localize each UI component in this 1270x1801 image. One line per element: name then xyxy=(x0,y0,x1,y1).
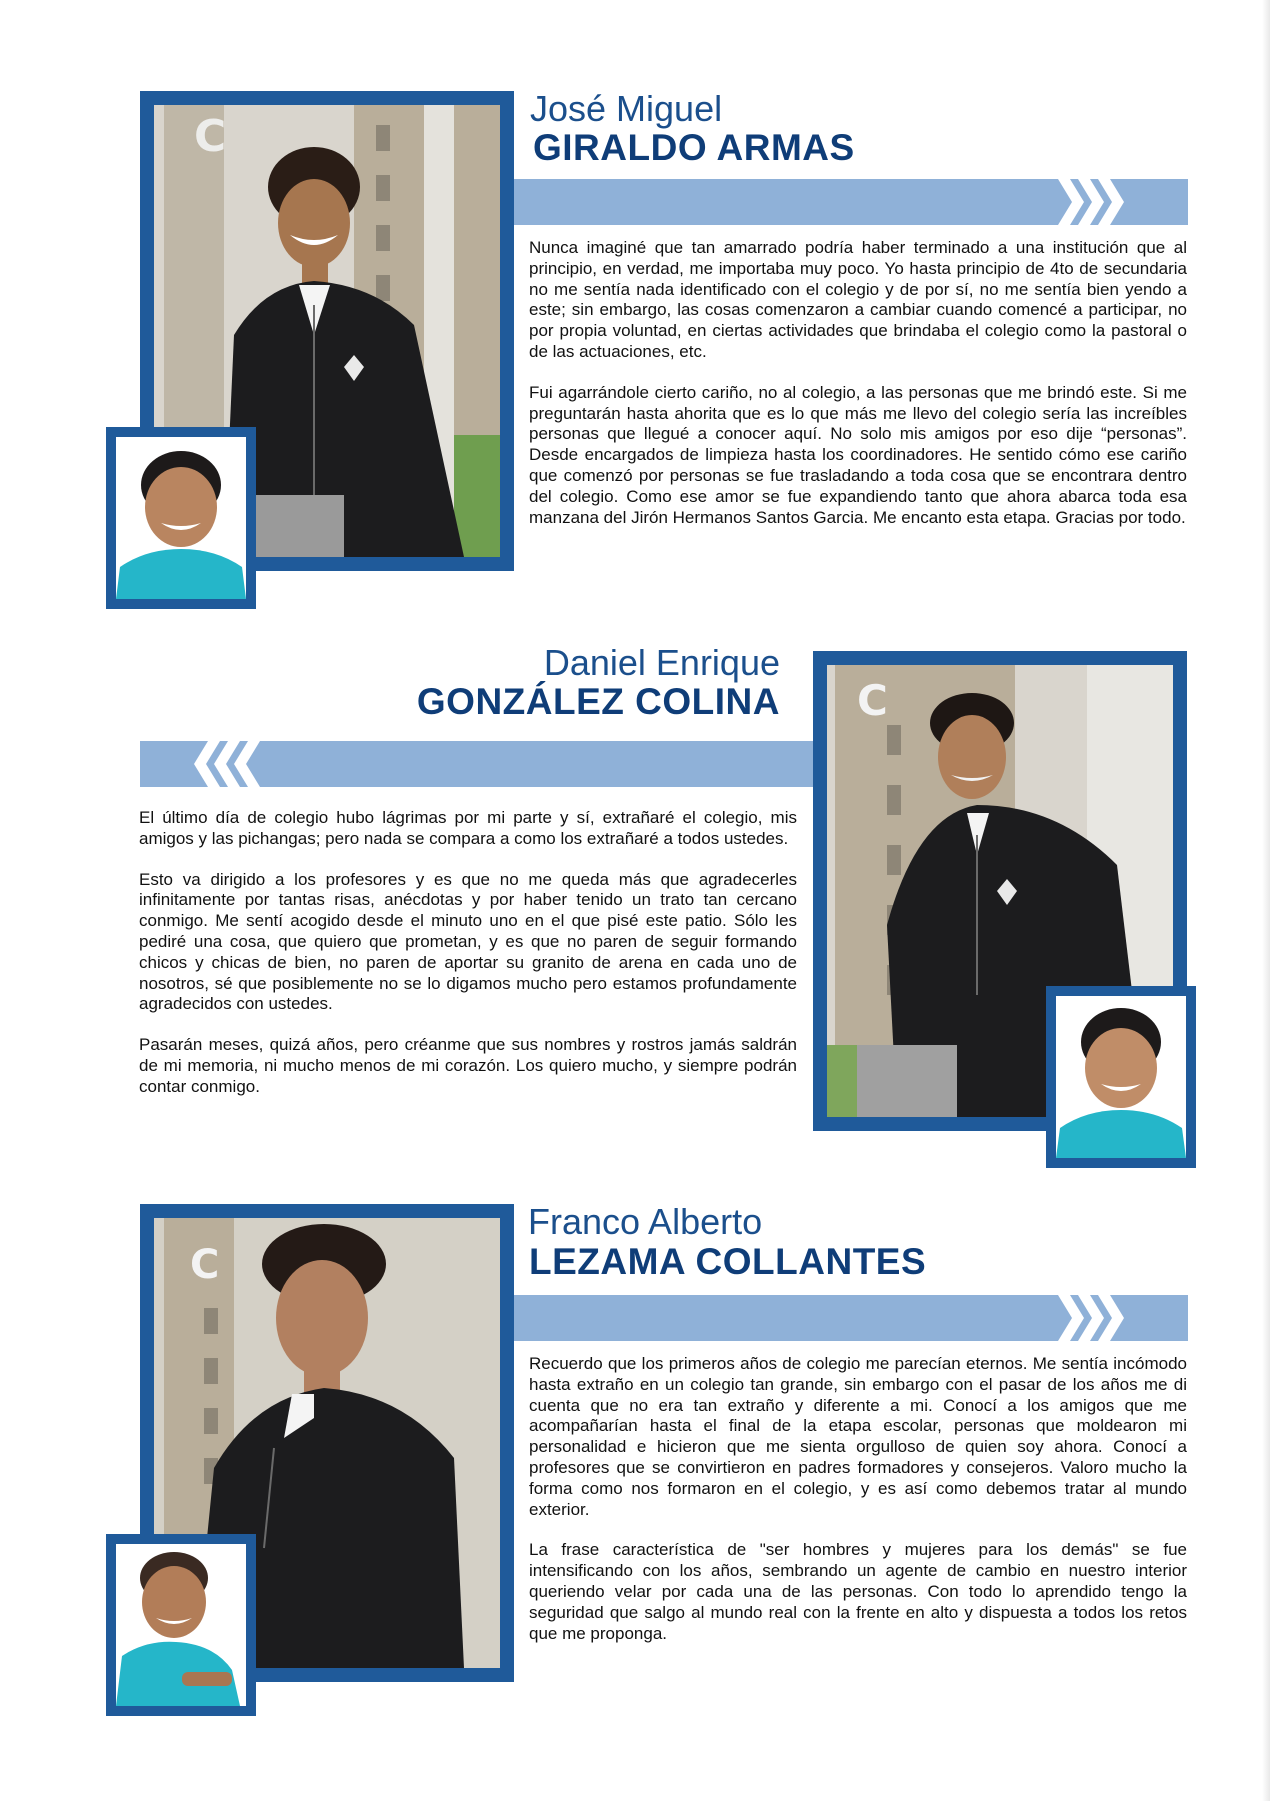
decorative-banner xyxy=(514,179,1188,225)
childhood-photo xyxy=(1046,986,1196,1168)
chevron-right-icon xyxy=(1054,179,1124,225)
student-profile-3 xyxy=(0,1180,1270,1780)
bio-paragraph: Fui agarrándole cierto cariño, no al colegio, a las personas que me brindó este. Si me preguntarán hasta ahorita que es lo que más me llevo del colegio sería las increíbles personas que llegué a conocer aquí. No solo mis amigos por eso dije “personas”. Desde encargados de limpieza hasta los coordinadores. He sentido cómo ese cariño que comenzó por personas se fue trasladando a toda cosa que se encontrara dentro del colegio. Como ese amor se fue expandiendo tanto que ahora abarca toda esa manzana del Jirón Hermanos Santos Garcia. Me encanto esta etapa. Gracias por todo. xyxy=(529,382,1187,527)
student-last-name: GIRALDO ARMAS xyxy=(533,127,855,168)
student-first-name: Daniel Enrique xyxy=(543,642,780,683)
student-first-name: José Miguel xyxy=(530,88,723,129)
decorative-banner xyxy=(140,741,814,787)
childhood-portrait-image xyxy=(1056,996,1186,1158)
svg-text:C: C xyxy=(190,1242,220,1288)
chevron-right-icon xyxy=(1054,1295,1124,1341)
chevron-left-icon xyxy=(194,741,264,787)
student-last-name: GONZÁLEZ COLINA xyxy=(416,681,780,722)
bio-paragraph: La frase característica de "ser hombres y mujeres para los demás" se fue intensificando con los años, sembrando un agente de cambio en nuestro interior queriendo velar por cada una de las personas. Con todo lo aprendido tengo la seguridad que salgo al mundo real con la frente en alto y dispuesta a todos los retos que me proponga. xyxy=(529,1540,1187,1643)
student-bio xyxy=(139,808,797,1118)
svg-text:C: C xyxy=(857,676,888,725)
student-bio xyxy=(529,1354,1187,1664)
childhood-photo xyxy=(106,427,256,609)
bio-paragraph: Nunca imaginé que tan amarrado podría haber terminado a una institución que al principio, en verdad, me importaba muy poco. Yo hasta principio de 4to de secundaria no me sentía nada identificado con el colegio y de por sí, no me sentía bien yendo a este; sin embargo, las cosas comenzaron a cambiar cuando comencé a participar, no por propia voluntad, en ciertas actividades que brindaba el colegio como la pastoral o de las actuaciones, etc. xyxy=(529,238,1187,361)
decorative-banner xyxy=(514,1295,1188,1341)
bio-paragraph: Pasarán meses, quizá años, pero créanme que sus nombres y rostros jamás saldrán de mi memoria, ni mucho menos de mi corazón. Los quiero mucho, y siempre podrán contar conmigo. xyxy=(139,1035,797,1096)
bio-paragraph: Recuerdo que los primeros años de colegio me parecían eternos. Me sentía incómodo hasta extraño en un colegio tan grande, sin embargo con el pasar de los años me di cuenta que no era tan extraño y diferente a mi. Conocí a los amigos que me acompañarían hasta el final de la etapa escolar, personas que moldearon mi personalidad e hicieron que me sienta orgulloso de quien soy ahora. Conocí a profesores que se convirtieron en padres formadores y consejeros. Valoro mucho la forma como nos formaron en el colegio, y es así como debemos tratar al mundo exterior. xyxy=(529,1354,1187,1519)
student-bio xyxy=(529,238,1187,548)
svg-text:C: C xyxy=(194,111,227,162)
bio-paragraph: Esto va dirigido a los profesores y es que no me queda más que agradecerles infinitamente por tantas risas, anécdotas y por haber tenido un trato tan cercano conmigo. Me sentí acogido desde el minuto uno en el que pisé este patio. Sólo les pediré una cosa, que quiero que prometan, y es que no paren de seguir formando chicos y chicas de bien, no paren de aportar su granito de arena en cada uno de nosotros, sé que posiblemente no se lo digamos mucho pero estamos profundamente agradecidos con ustedes. xyxy=(139,869,797,1014)
childhood-portrait-image xyxy=(116,1544,246,1706)
student-profile-2 xyxy=(0,620,1270,1180)
student-profile-1 xyxy=(0,0,1270,620)
childhood-portrait-image xyxy=(116,437,246,599)
student-last-name: LEZAMA COLLANTES xyxy=(529,1241,927,1282)
bio-paragraph: El último día de colegio hubo lágrimas por mi parte y sí, extrañaré el colegio, mis amigos y las pichangas; pero nada se compara a como los extrañaré a todos ustedes. xyxy=(139,808,797,848)
student-first-name: Franco Alberto xyxy=(528,1201,763,1242)
childhood-photo xyxy=(106,1534,256,1716)
